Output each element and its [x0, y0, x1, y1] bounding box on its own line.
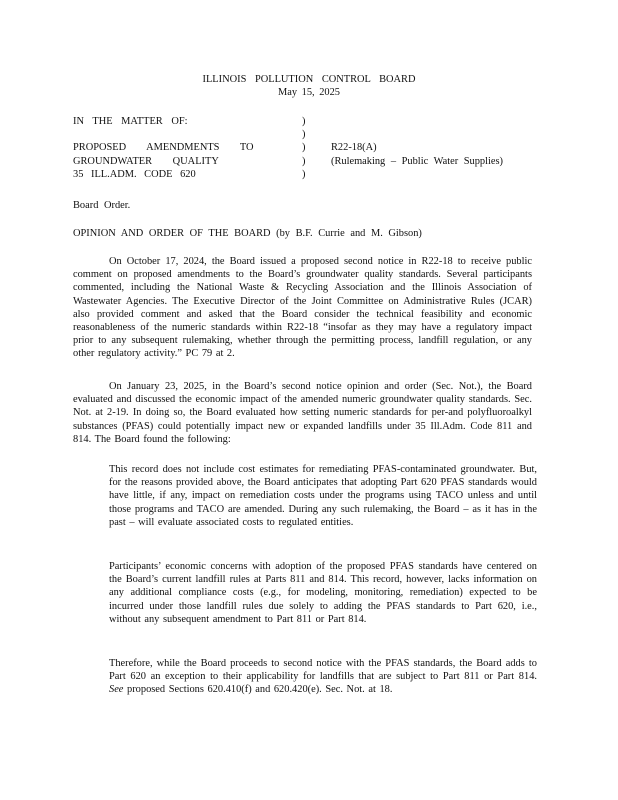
- rulemaking-type: (Rulemaking – Public Water Supplies): [331, 155, 504, 167]
- caption-row: [73, 128, 553, 141]
- caption-left: 35 ILL.ADM. CODE 620: [73, 168, 196, 180]
- quote-text-before: Therefore, while the Board proceeds to second notice with the PFAS standards, the Board adds to Part 620 an exception to their applicability for landfills that are subject to Part 811 or Part 814.: [109, 658, 537, 683]
- caption-row: [73, 168, 553, 181]
- body-paragraph: [73, 255, 532, 361]
- caption-row: [73, 115, 553, 128]
- paragraph-text: On January 23, 2025, in the Board’s second notice opinion and order (Sec. Not.), the Board evaluated and discussed the economic impact of the amended numeric groundwater quality standards. Sec. Not. at 2-19. In doing so, the Board evaluated how setting numeric standards for per-and polyfluoroalkyl substances (PFAS) could potentially impact new or expanded landfills under 35 Ill.Adm. Code 811 and 814. The Board found the following:: [73, 381, 532, 445]
- caption-paren: ): [302, 116, 306, 127]
- caption-paren: ): [302, 142, 306, 154]
- quote-text: Participants’ economic concerns with adoption of the proposed PFAS standards have centered on the Board’s current landfill rules at Parts 811 and 814. This record, however, lacks information on any additional compliance costs (e.g., for modeling, monitoring, remediation) expected to be incurred under those landfill rules due solely to adding the PFAS standards to Part 620, i.e., without any subsequent amendment to Part 811 or Part 814.: [109, 561, 537, 625]
- block-quote: [109, 463, 537, 529]
- see-signal: See: [109, 684, 124, 696]
- caption-paren: ): [302, 168, 306, 180]
- quote-text: [109, 657, 537, 697]
- caption-left: IN THE MATTER OF:: [73, 116, 188, 127]
- opinion-heading: OPINION AND ORDER OF THE BOARD (by B.F. Currie and M. Gibson): [73, 228, 422, 239]
- case-caption: [73, 115, 553, 181]
- paragraph-text: On October 17, 2024, the Board issued a proposed second notice in R22-18 to receive public comment on proposed amendments to the Board’s groundwater quality standards. Several participants commented, including the National Waste & Recycling Association and the Illinois Association of Wastewater Agencies. The Executive Director of the Joint Committee on Administrative Rules (JCAR) also provided comment and asked that the Board consider the technical feasibility and economic reasonableness of the numeric standards within R22-18 “insofar as they may have a regulatory impact prior to any subsequent rulemaking, whether through the permitting process, landfill regulation, or any other regulatory activity.” PC 79 at 2.: [73, 256, 532, 360]
- quote-text-after: proposed Sections 620.410(f) and 620.420(e). Sec. Not. at 18.: [123, 684, 393, 696]
- caption-paren: ): [302, 155, 306, 167]
- caption-row: [73, 155, 553, 168]
- block-quote: [109, 560, 537, 626]
- caption-left: PROPOSED AMENDMENTS TO: [73, 142, 254, 154]
- body-paragraph: [73, 380, 532, 446]
- caption-row: [73, 141, 553, 154]
- quote-text: This record does not include cost estimates for remediating PFAS-contaminated groundwater. But, for the reasons provided above, the Board anticipates that adopting Part 620 PFAS standards would have little, if any, impact on remediation costs under the programs using TACO unless and until those programs and TACO are amended. During any such rulemaking, the Board – as it has in the past – will evaluate associated costs to regulated entities.: [109, 464, 537, 528]
- caption-paren: ): [302, 129, 306, 141]
- board-name-heading: ILLINOIS POLLUTION CONTROL BOARD: [202, 74, 416, 85]
- board-order-label: Board Order.: [73, 200, 131, 211]
- order-date: May 15, 2025: [277, 87, 340, 98]
- caption-left: GROUNDWATER QUALITY: [73, 155, 219, 167]
- block-quote: [109, 657, 537, 697]
- docket-number: R22-18(A): [331, 142, 377, 154]
